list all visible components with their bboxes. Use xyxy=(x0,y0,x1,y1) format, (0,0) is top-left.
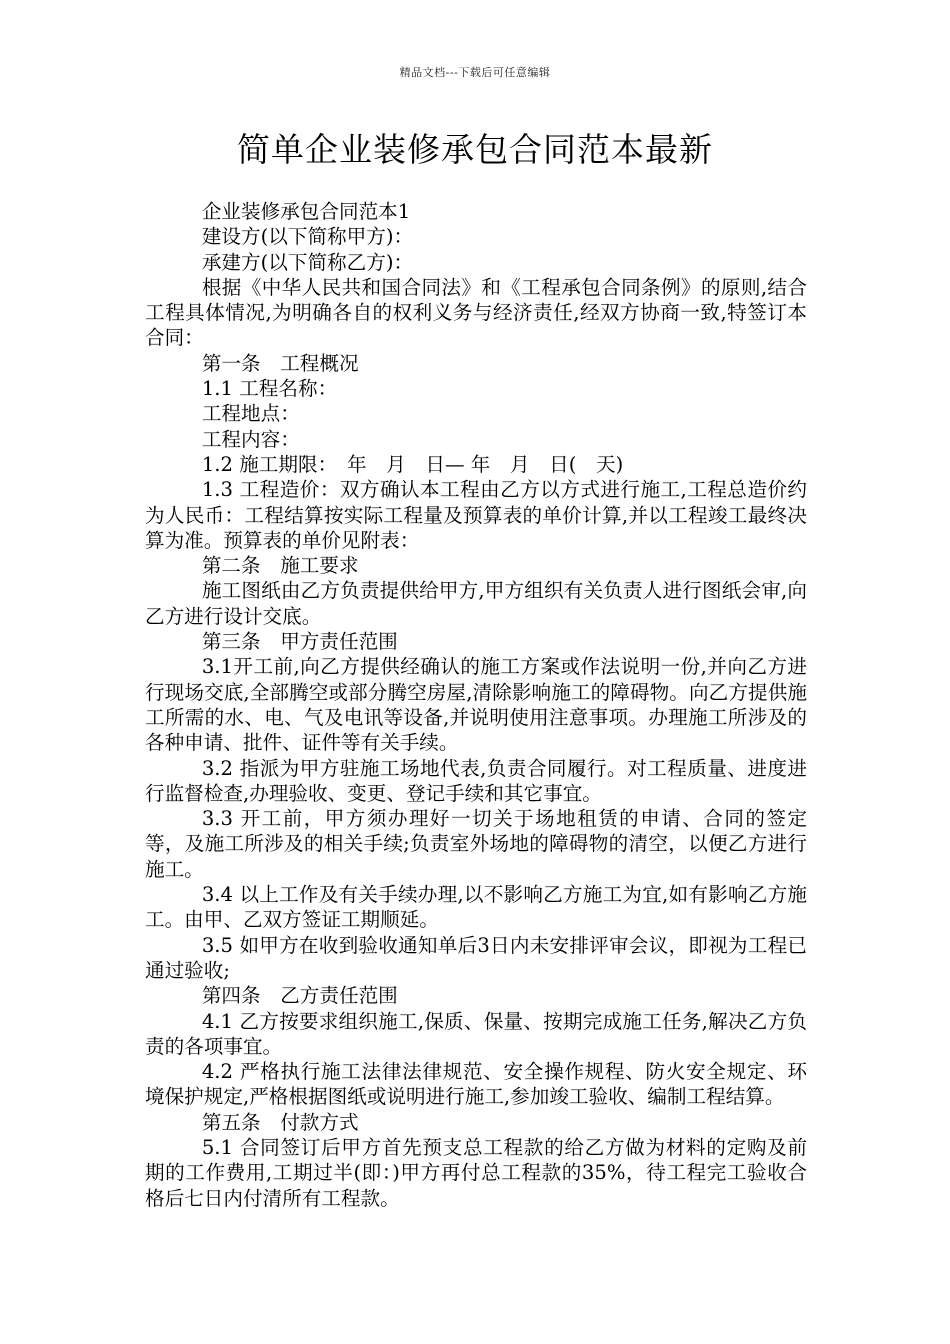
document-body xyxy=(145,199,807,1211)
document-title: 简单企业装修承包合同范本最新 xyxy=(237,130,713,169)
paragraph: 3.5 如甲方在收到验收通知单后3日内未安排评审会议，即视为工程已通过验收; xyxy=(145,933,807,982)
section-heading: 第二条 施工要求 xyxy=(201,554,359,578)
paragraph: 施工图纸由乙方负责提供给甲方,甲方组织有关负责人进行图纸会审,向乙方进行设计交底。 xyxy=(145,579,807,628)
paragraph: 根据《中华人民共和国合同法》和《工程承包合同条例》的原则,结合工程具体情况,为明确各自的权利义务与经济责任,经双方协商一致,特签订本合同： xyxy=(145,275,807,350)
section-heading: 第三条 甲方责任范围 xyxy=(201,630,398,654)
paragraph: 3.2 指派为甲方驻施工场地代表,负责合同履行。对工程质量、进度进行监督检查,办理验收、变更、登记手续和其它事宜。 xyxy=(145,756,807,805)
page-header: 精品文档---下载后可任意编辑 xyxy=(399,66,551,79)
section-heading: 第一条 工程概况 xyxy=(201,351,359,375)
section-heading: 第四条 乙方责任范围 xyxy=(201,984,398,1008)
paragraph: 4.2 严格执行施工法律法律规范、安全操作规程、防火安全规定、环境保护规定,严格根据图纸或说明进行施工,参加竣工验收、编制工程结算。 xyxy=(145,1060,807,1109)
paragraph: 承建方(以下简称乙方)： xyxy=(201,250,414,274)
paragraph: 企业装修承包合同范本1 xyxy=(201,200,411,223)
paragraph: 5.1 合同签订后甲方首先预支总工程款的给乙方做为材料的定购及前期的工作费用,工期过半(即：)甲方再付总工程款的35%，待工程完工验收合格后七日内付清所有工程款。 xyxy=(145,1135,807,1210)
paragraph: 工程地点： xyxy=(201,402,300,426)
paragraph: 1.1 工程名称： xyxy=(201,377,338,401)
paragraph: 4.1 乙方按要求组织施工,保质、保量、按期完成施工任务,解决乙方负责的各项事宜。 xyxy=(145,1009,807,1058)
paragraph: 1.3 工程造价：双方确认本工程由乙方以方式进行施工,工程总造价约为人民币：工程结算按实际工程量及预算表的单价计算,并以工程竣工最终决算为准。预算表的单价见附表： xyxy=(145,478,807,552)
paragraph: 1.2 施工期限： 年 月 日— 年 月 日( 天) xyxy=(201,452,624,476)
paragraph: 3.4 以上工作及有关手续办理,以不影响乙方施工为宜,如有影响乙方施工。由甲、乙双方签证工期顺延。 xyxy=(145,883,807,932)
paragraph: 建设方(以下简称甲方)： xyxy=(201,225,414,249)
paragraph: 工程内容： xyxy=(201,427,300,451)
paragraph: 3.3 开工前，甲方须办理好一切关于场地租赁的申请、合同的签定等，及施工所涉及的相关手续;负责室外场地的障碍物的清空，以便乙方进行施工。 xyxy=(145,807,807,881)
section-heading: 第五条 付款方式 xyxy=(201,1110,359,1134)
paragraph: 3.1开工前,向乙方提供经确认的施工方案或作法说明一份,并向乙方进行现场交底,全部腾空或部分腾空房屋,清除影响施工的障碍物。向乙方提供施工所需的水、电、气及电讯等设备,并说明使用注意事项。办理施工所涉及的各种申请、批件、证件等有关手续。 xyxy=(145,655,807,755)
